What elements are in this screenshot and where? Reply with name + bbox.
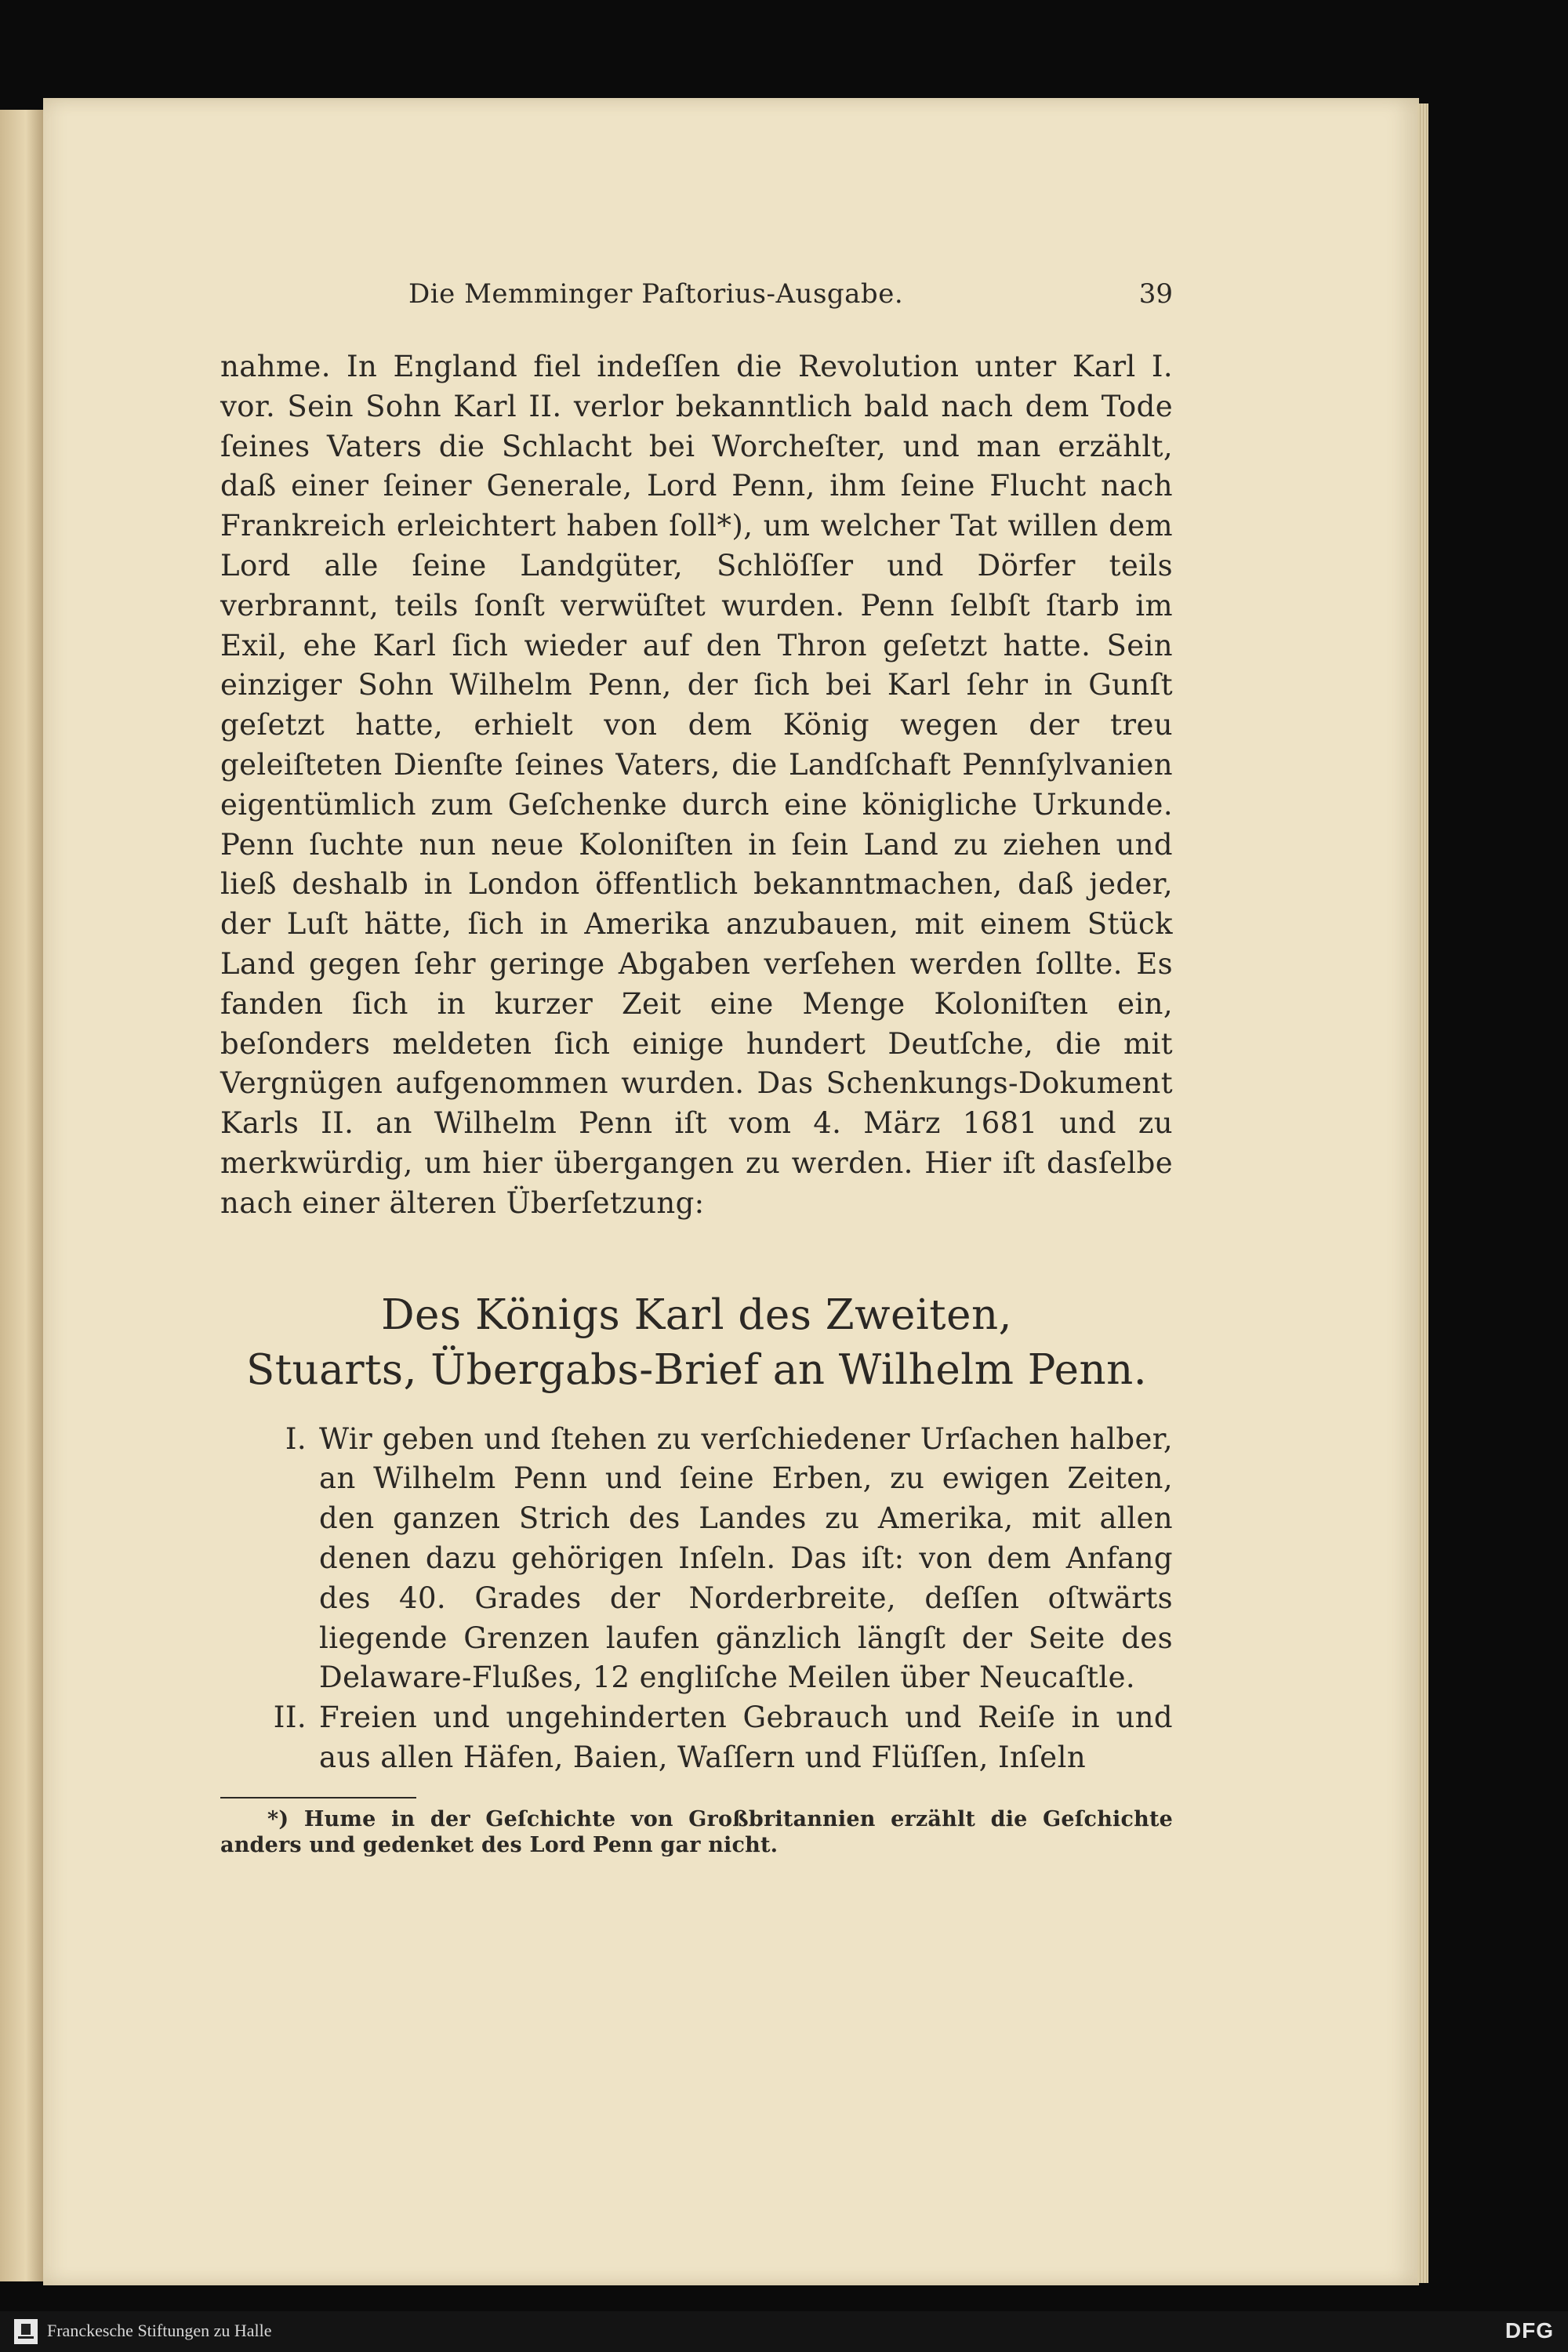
page-number: 39 xyxy=(1138,278,1173,310)
dfg-badge: DFG xyxy=(1504,2318,1554,2343)
page-stack-edge xyxy=(1417,103,1428,2283)
running-head-title: Die Memminger Paſtorius-Ausgabe. xyxy=(408,278,904,310)
section-title xyxy=(220,1288,1173,1398)
list-item-number: II. xyxy=(273,1700,307,1735)
list-item xyxy=(220,1698,1173,1778)
list-item-text: Freien und ungehinderten Gebrauch und Reiſe in und aus allen Häfen, Baien, Waſſern und Flüſſen, Inſeln xyxy=(319,1700,1173,1774)
section-title-line-1: Des Königs Karl des Zweiten, xyxy=(381,1290,1012,1339)
facing-page-edge xyxy=(0,110,45,2281)
running-head xyxy=(220,272,1173,319)
numbered-list xyxy=(220,1420,1173,1778)
footnote: *) Hume in der Geſchichte von Großbritannien erzählt die Geſchichte anders und gedenket des Lord Penn gar nicht. xyxy=(220,1806,1173,1857)
section-title-line-2: Stuarts, Übergabs-Brief an Wilhelm Penn. xyxy=(245,1345,1148,1394)
list-item-number: I. xyxy=(285,1421,307,1456)
footnote-rule xyxy=(220,1797,416,1798)
institution-logo-icon xyxy=(14,2319,38,2344)
footer-credit: Franckesche Stiftungen zu Halle xyxy=(47,2321,272,2340)
body-paragraph: nahme. In England fiel indeſſen die Revolution unter Karl I. vor. Sein Sohn Karl II. verlor bekanntlich bald nach dem Tode ſeines Vaters die Schlacht bei Worcheſter, und man erzählt, daß einer ſeiner Generale, Lord Penn, ihm ſeine Flucht nach Frankreich erleichtert haben ſoll*), um welcher Tat willen dem Lord alle ſeine Landgüter, Schlöſſer und Dörfer teils verbrannt, teils ſonſt verwüſtet wurden. Penn ſelbſt ſtarb im Exil, ehe Karl ſich wieder auf den Thron geſetzt hatte. Sein einziger Sohn Wilhelm Penn, der ſich bei Karl ſehr in Gunſt geſetzt hatte, erhielt von dem König wegen der treu geleiſteten Dienſte ſeines Vaters, die Landſchaft Pennſylvanien eigentümlich zum Geſchenke durch eine königliche Urkunde. Penn ſuchte nun neue Koloniſten in ſein Land zu ziehen und ließ deshalb in London öffentlich bekanntmachen, daß jeder, der Luſt hätte, ſich in Amerika anzubauen, mit einem Stück Land gegen ſehr geringe Abgaben verſehen werden ſollte. Es fanden ſich in kurzer Zeit eine Menge Koloniſten ein, beſonders meldeten ſich einige hundert Deutſche, die mit Vergnügen aufgenommen wurden. Das Schenkungs-Dokument Karls II. an Wilhelm Penn iſt vom 4. März 1681 und zu merkwürdig, um hier übergangen zu werden. Hier iſt dasſelbe nach einer älteren Überſetzung: xyxy=(220,350,1173,1220)
page-content xyxy=(220,272,1173,1858)
footer-bar xyxy=(0,2311,1568,2352)
list-item-text: Wir geben und ſtehen zu verſchiedener Urſachen halber, an Wilhelm Penn und ſeine Erben, zu ewigen Zeiten, den ganzen Strich des Landes zu Amerika, mit allen denen dazu gehörigen Inſeln. Das iſt: von dem Anfang des 40. Grades der Norderbreite, deſſen oſtwärts liegende Grenzen laufen gänzlich längſt der Seite des Delaware-Flußes, 12 engliſche Meilen über Neucaſtle. xyxy=(319,1421,1173,1695)
list-item xyxy=(220,1420,1173,1699)
